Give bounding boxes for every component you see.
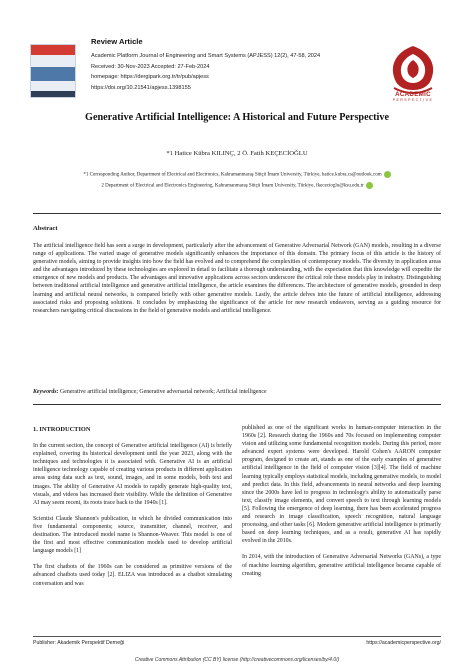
paragraph: Scientist Claude Shannon's publication, in which he divided communication into five fundamental components; source, transmitter, channel, receiver, and destination. The introduced model name is Shannon-Weaver. This model is one of the first and most effective communication models used to develop artificial language models [1] [33, 515, 232, 555]
paragraph: published as one of the significant works in human-computer interaction in the 1960s [2]. Research during the 1960s and 70s focused on implementing computer vision and utilizing some fundamental recognition models. During this period, more advanced expert systems were developed. Harold Cohen's AARON computer program, designed to create art, stands as one of the early examples of generative artificial intelligence in the field of computer vision [3][4]. The field of machine learning typically employs statistical models, including generative models, to model and predict data. In this field, advancements in neural networks and deep learning since the 2000s have led to progress in technology's ability to automatically parse text, classify image elements, and convert speech to text through learning models [5]. Following the emergence of deep learning, there has been accelerated progress and research in image classification, speech recognition, natural language processing, and other tasks [6]. Modern generative artificial intelligence is primarily based on deep learning techniques, and as a result, generative AI has rapidly evolved in the 2010s. [242, 425, 441, 545]
paragraph: In the current section, the concept of Generative artificial intelligence (AI) is briefly explained, covering its historical development until the year 2023, along with the techniques and technologies it is associated with. Generative AI is an artificial intelligence technology capable of creating various products in different application areas using data such as text, sound, images, and in some models, both text and images. The ability of Generative AI models to rapidly generate high-quality text, visuals, and videos has increased their visibility. While the definition of Generative AI may seem recent, its roots trace back to the 1940s [1]. [33, 443, 232, 506]
author-names: *1 Hatice Kübra KILINÇ, 2 Ö. Fatih KEÇECİOĞLU [166, 150, 308, 157]
orcid-icon[interactable] [366, 182, 373, 189]
body-column-left [33, 426, 232, 596]
publisher-site-link[interactable]: https://academicperspective.org/ [366, 640, 441, 646]
paragraph: In 2014, with the introduction of Generative Adversarial Networks (GANs), a type of machine learning algorithm, generative artificial intelligence became capable of creating [242, 554, 441, 577]
keywords-label: Keywords: [33, 389, 59, 395]
keywords-text: Generative artificial intelligence; Generative adversarial network; Artificial intelligence [58, 389, 267, 395]
logo-subtitle: PERSPECTIVE [392, 98, 434, 102]
logo-name: ACADEMIC [395, 91, 431, 98]
journal-cover-thumbnail [30, 44, 76, 98]
abstract-body: The artificial intelligence field has seen a surge in development, particularly after the advancement of Generative Adversarial Network (GAN) models, resulting in a diverse range of applications. The varied usage of generative models significantly enhances the importance of this domain. The primary focus of this article is the history of generative models, aiming to provide insights into how the field has evolved and to comprehend the complexities of contemporary models. The diversity in application areas and the advantages introduced by these technologies are explored in detail to facilitate a thorough understanding, with the expectation that this knowledge will expedite the emergence of new models and products. The advantages and innovative applications across sectors underscore the critical role these models play in industry. Distinguishing between traditional artificial intelligence and generative artificial intelligence, the article examines the differences. The architecture of generative models, grounded in deep learning and artificial neural networks, is compared briefly with other generative models. Lastly, the article delves into the future of artificial intelligence, addressing associated risks and proposing solutions. It concludes by emphasizing the significance of the article for new research endeavors, serving as a guiding resource for researchers navigating critical discussions in the field of generative models and artificial intelligence. [33, 243, 441, 314]
body-column-right [242, 424, 441, 586]
journal-name: Academic Platform Journal of Engineering and Smart Systems (APJESS) 12(2), 47-58, 2024 [91, 53, 321, 59]
affiliation-1-text: *1 Corresponding Author, Department of Electrical and Electronics, Kahramanmaraş Sütçü İmam University, Türkiye, hatice.kubra.cs@outlook.com [83, 172, 382, 178]
divider [33, 404, 441, 405]
affiliation-2 [0, 182, 474, 189]
affiliation-2-text: 2 Department of Electrical and Electronics Engineering, Kahramanmaraş Sütçü İmam University, Türkiye, fkececioglu@ksu.edu.tr [101, 183, 364, 189]
doi-link[interactable]: https://doi.org/10.21541/apjess.1398155 [91, 84, 191, 91]
article-meta [91, 37, 320, 93]
paragraph: The first chatbots of the 1960s can be considered as primitive versions of the advanced chatbots used today [2]. ELIZA was introduced as a chatbot simulating conversation and was [33, 564, 232, 587]
author-line [0, 150, 474, 157]
article-dates: Received: 30-Nov-2023 Accepted: 27-Feb-2024 [91, 63, 210, 70]
orcid-icon[interactable] [384, 171, 391, 178]
footer-divider [33, 636, 441, 637]
publisher-name: Publisher: Akademik Perspektif Derneği [33, 640, 125, 646]
page-footer [33, 640, 441, 646]
article-header [0, 0, 474, 100]
article-type: Review Article [91, 37, 143, 46]
license-notice: Creative Commons Attribution (CC BY) license (http://creativecommons.org/licenses/by/4.0/) [134, 657, 340, 663]
divider [33, 213, 441, 214]
homepage-link[interactable]: homepage: https://dergipark.org.tr/tr/pub/apjess [91, 74, 209, 81]
keywords [33, 389, 441, 395]
abstract-heading: Abstract [33, 225, 58, 232]
section-title: 1. INTRODUCTION [33, 426, 91, 433]
logo-wordmark [372, 91, 454, 102]
paper-title: Generative Artificial Intelligence: A Historical and Future Perspective [85, 112, 389, 123]
affiliation-1 [0, 171, 474, 178]
